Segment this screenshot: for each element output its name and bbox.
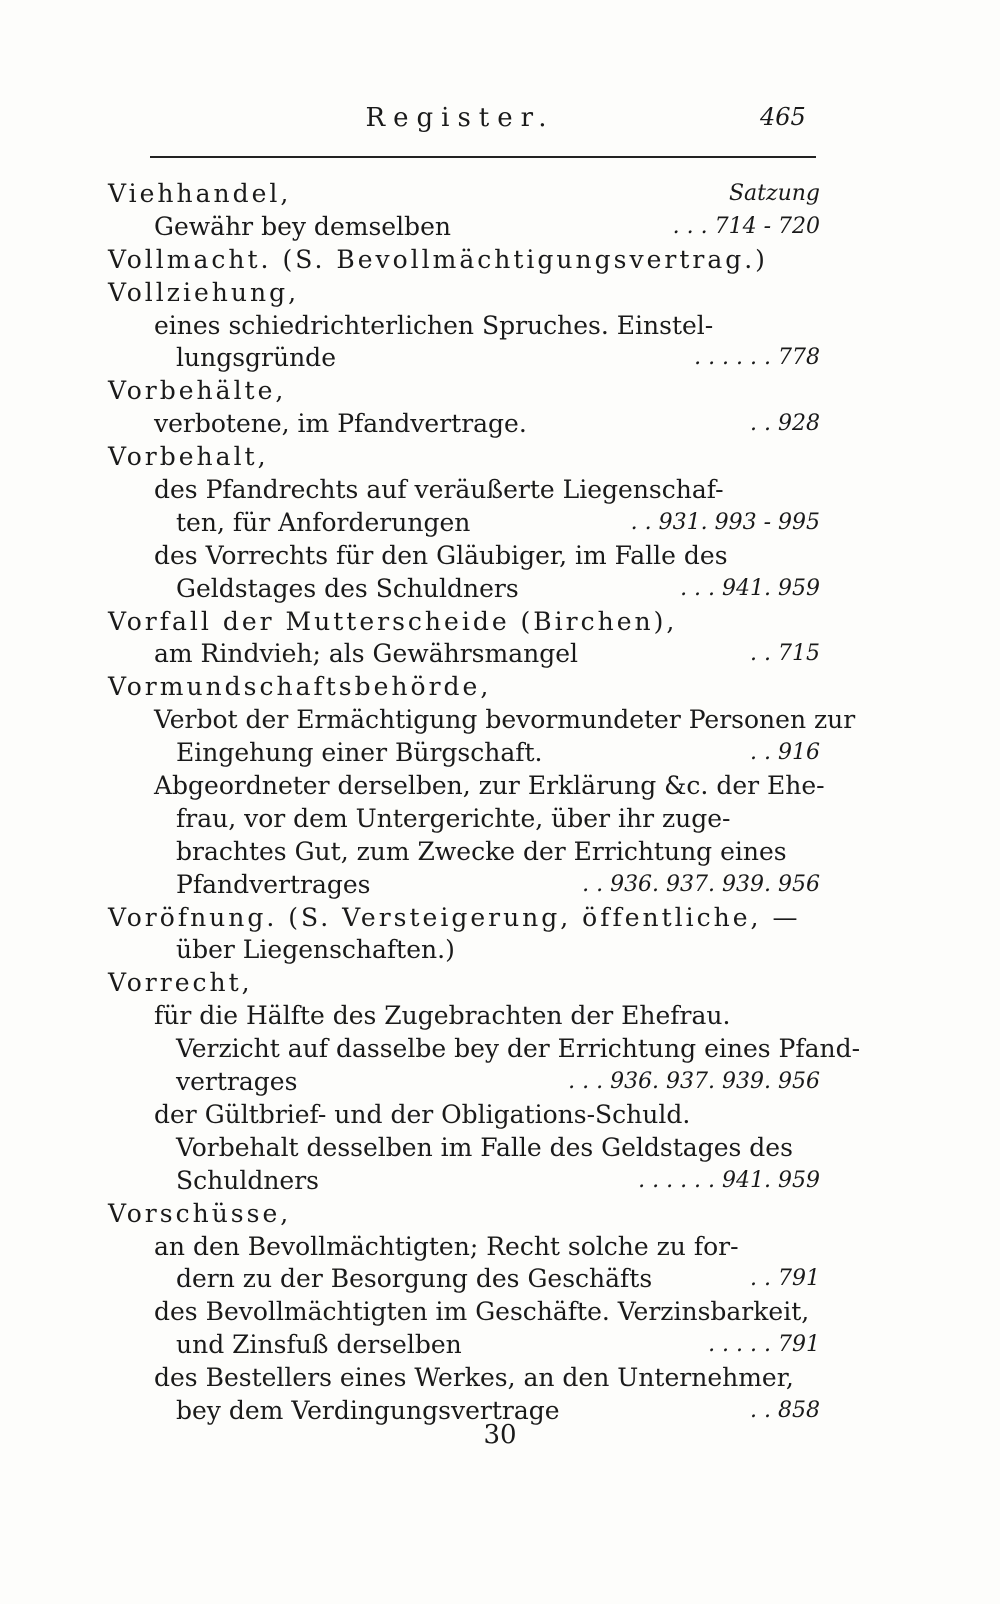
entry-reference: . . . 714 - 720 [672, 213, 820, 239]
entry-text: vertrages [176, 1067, 298, 1097]
entry-text: brachtes Gut, zum Zwecke der Errichtung eines [176, 836, 787, 866]
index-entry-line [108, 1165, 820, 1198]
index-entry-line [108, 1231, 820, 1264]
entry-text: bey dem Verdingungsvertrage [176, 1395, 560, 1425]
index-entry-heading [108, 967, 820, 1000]
running-head [0, 103, 1000, 143]
entry-text: der Gültbrief- und der Obligations-Schuld. [154, 1099, 691, 1129]
index-entry-heading [108, 178, 820, 211]
index-entry-line [108, 836, 820, 869]
page-number: 465 [760, 103, 806, 131]
index-entry-line [108, 1362, 820, 1395]
index-entry-heading [108, 277, 820, 310]
index-entry-line [108, 310, 820, 343]
entry-reference: . . . 936. 937. 939. 956 [568, 1069, 820, 1095]
index-entry-heading [108, 441, 820, 474]
index-entry-line [108, 1033, 861, 1066]
index-entry-line [108, 408, 820, 441]
entry-reference: . . 936. 937. 939. 956 [582, 871, 820, 897]
entry-text: frau, vor dem Untergerichte, über ihr zuge- [176, 803, 731, 833]
entry-reference: Satzung [728, 181, 820, 206]
entry-text: Vorfall der Mutterscheide (Birchen), [108, 606, 678, 636]
entry-text: Voröfnung. (S. Versteigerung, öffentliche, — [108, 902, 801, 932]
index-entry-line [108, 1000, 820, 1033]
index-entry-heading [108, 375, 820, 408]
entry-text: verbotene, im Pfandvertrage. [154, 409, 527, 439]
index-entry-line [108, 507, 820, 540]
entry-text: Vorschüsse, [108, 1198, 292, 1228]
running-title: Register. [365, 103, 555, 133]
entry-text: Schuldners [176, 1165, 320, 1195]
header-rule [150, 156, 816, 158]
entry-reference: . . 715 [750, 641, 820, 667]
signature-mark: 30 [483, 1420, 517, 1450]
index-entry-line [108, 869, 820, 902]
entry-text: Vorbehalt desselben im Falle des Geldstages des [176, 1132, 793, 1162]
index-entry-line [108, 573, 820, 606]
entry-reference: . . 928 [750, 411, 820, 437]
entry-text: Vorrecht, [108, 968, 253, 998]
index-entry-line [108, 1132, 820, 1165]
entry-reference: . . 858 [750, 1397, 820, 1423]
entry-text: des Pfandrechts auf veräußerte Liegenschaf- [154, 475, 724, 505]
entry-text: dern zu der Besorgung des Geschäfts [176, 1264, 653, 1294]
index-entry-line [108, 1263, 820, 1296]
entry-text: Vorbehälte, [108, 376, 287, 406]
entry-text: und Zinsfuß derselben [176, 1330, 462, 1360]
index-entry-line [108, 770, 825, 803]
entry-text: Abgeordneter derselben, zur Erklärung &c. der Ehe- [154, 771, 825, 801]
index-entry-line [108, 1066, 820, 1099]
index-entries [108, 178, 861, 1428]
entry-text: über Liegenschaften.) [176, 935, 455, 965]
index-entry-line [108, 211, 820, 244]
index-entry-line [108, 540, 820, 573]
entry-text: an den Bevollmächtigten; Recht solche zu for- [154, 1231, 739, 1261]
entry-reference: . . . . . 791 [708, 1332, 820, 1358]
entry-text: Eingehung einer Bürgschaft. [176, 738, 543, 768]
index-entry-line [108, 1296, 820, 1329]
index-entry-heading [108, 671, 820, 704]
index-entry-line [108, 934, 820, 967]
entry-text: Pfandvertrages [176, 869, 371, 899]
entry-text: Verbot der Ermächtigung bevormundeter Personen zur [154, 705, 856, 735]
entry-reference: . . . 941. 959 [680, 575, 820, 601]
entry-text: Vorbehalt, [108, 442, 269, 472]
entry-text: Verzicht auf dasselbe bey der Errichtung eines Pfand- [176, 1034, 861, 1064]
entry-reference: . . 916 [750, 740, 820, 766]
entry-text: lungsgründe [176, 343, 336, 373]
entry-text: Vollziehung, [108, 277, 300, 307]
entry-text: des Bevollmächtigten im Geschäfte. Verzinsbarkeit, [154, 1297, 810, 1327]
entry-text: des Vorrechts für den Gläubiger, im Falle des [154, 540, 728, 570]
index-entry-line [108, 737, 820, 770]
entry-text: ten, für Anforderungen [176, 507, 471, 537]
entry-reference: . . 931. 993 - 995 [630, 509, 820, 535]
index-entry-line [108, 1329, 820, 1362]
entry-reference: . . 791 [750, 1266, 820, 1292]
index-entry-heading [108, 244, 820, 277]
entry-text: des Bestellers eines Werkes, an den Unternehmer, [154, 1363, 794, 1393]
entry-text: eines schiedrichterlichen Spruches. Einstel- [154, 310, 714, 340]
index-entry-line [108, 638, 820, 671]
index-entry-heading [108, 902, 820, 935]
index-entry-heading [108, 1198, 820, 1231]
index-entry-line [108, 1099, 820, 1132]
entry-text: Geldstages des Schuldners [176, 573, 519, 603]
entry-text: am Rindvieh; als Gewährsmangel [154, 639, 578, 669]
index-entry-line [108, 342, 820, 375]
index-entry-line [108, 704, 856, 737]
entry-text: für die Hälfte des Zugebrachten der Ehefrau. [154, 1001, 731, 1031]
index-entry-line [108, 474, 820, 507]
index-entry-heading [108, 606, 820, 639]
entry-reference: . . . . . . 778 [694, 345, 820, 371]
entry-reference: . . . . . . 941. 959 [638, 1167, 820, 1193]
entry-text: Gewähr bey demselben [154, 211, 451, 241]
entry-text: Vormundschaftsbehörde, [108, 672, 492, 702]
entry-text: Viehhandel, [108, 179, 292, 208]
entry-text: Vollmacht. (S. Bevollmächtigungsvertrag.) [108, 244, 768, 274]
index-entry-line [108, 803, 820, 836]
